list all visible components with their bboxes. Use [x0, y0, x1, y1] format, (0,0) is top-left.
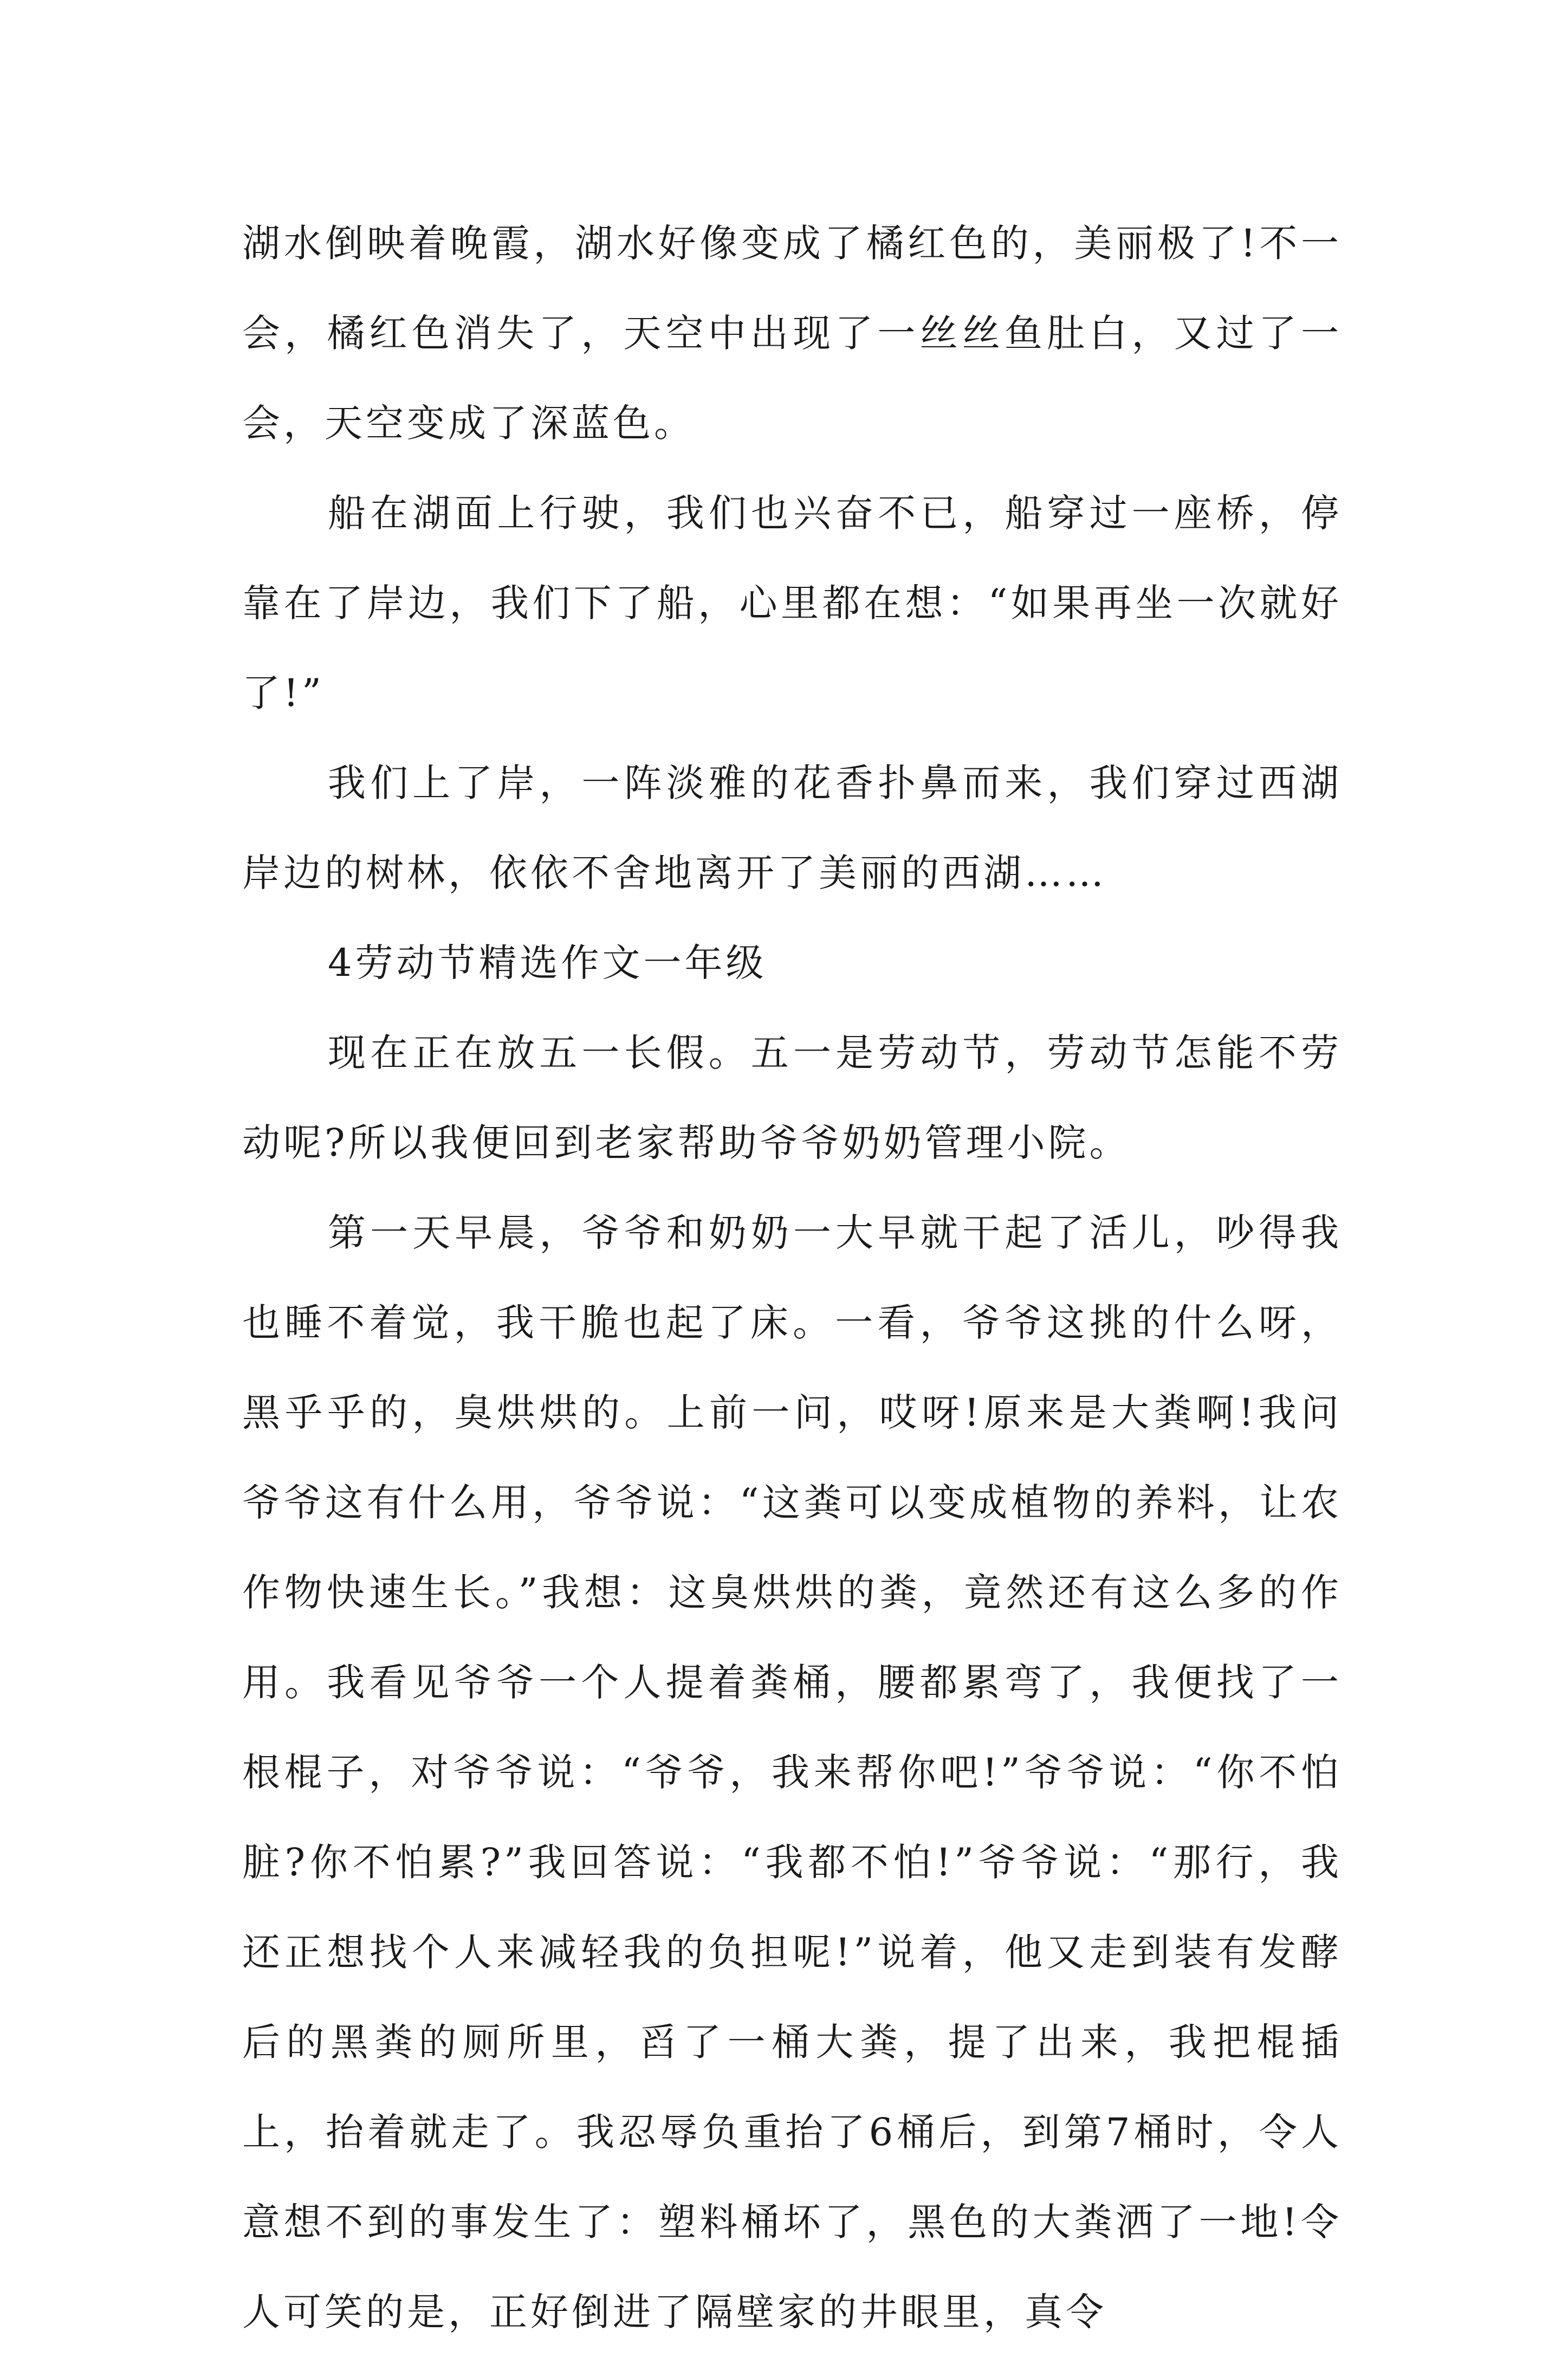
paragraph-first-morning: 第一天早晨，爷爷和奶奶一大早就干起了活儿，吵得我也睡不着觉，我干脆也起了床。一看，爷爷这挑的什么呀，黑乎乎的，臭烘烘的。上前一问，哎呀!原来是大粪啊!我问爷爷这有什么用，爷爷说：“这粪可以变成植物的养料，让农作物快速生长。”我想：这臭烘烘的粪，竟然还有这么多的作用。我看见爷爷一个人提着粪桶，腰都累弯了，我便找了一根棍子，对爷爷说：“爷爷，我来帮你吧!”爷爷说：“你不怕脏?你不怕累?”我回答说：“我都不怕!”爷爷说：“那行，我还正想找个人来减轻我的负担呢!”说着，他又走到装有发酵后的黑粪的厕所里，舀了一桶大粪，提了出来，我把棍插上，抬着就走了。我忍辱负重抬了6桶后，到第7桶时，令人意想不到的事发生了：塑料桶坏了，黑色的大粪洒了一地!令人可笑的是，正好倒进了隔壁家的井眼里，真令 [242, 1210, 1342, 2334]
paragraph-continued: 湖水倒映着晚霞，湖水好像变成了橘红色的，美丽极了!不一会，橘红色消失了，天空中出现了一丝丝鱼肚白，又过了一会，天空变成了深蓝色。 [242, 221, 1342, 445]
section-heading: 4劳动节精选作文一年级 [328, 941, 767, 985]
paragraph-boat: 船在湖面上行驶，我们也兴奋不已，船穿过一座桥，停靠在了岸边，我们下了船，心里都在想：“如果再坐一次就好了!” [242, 491, 1342, 715]
paragraph-shore: 我们上了岸，一阵淡雅的花香扑鼻而来，我们穿过西湖岸边的树林，依依不舍地离开了美丽的西湖…… [242, 761, 1342, 895]
paragraph-holiday: 现在正在放五一长假。五一是劳动节，劳动节怎能不劳动呢?所以我便回到老家帮助爷爷奶奶管理小院。 [242, 1031, 1342, 1165]
document-body [242, 198, 1342, 2357]
